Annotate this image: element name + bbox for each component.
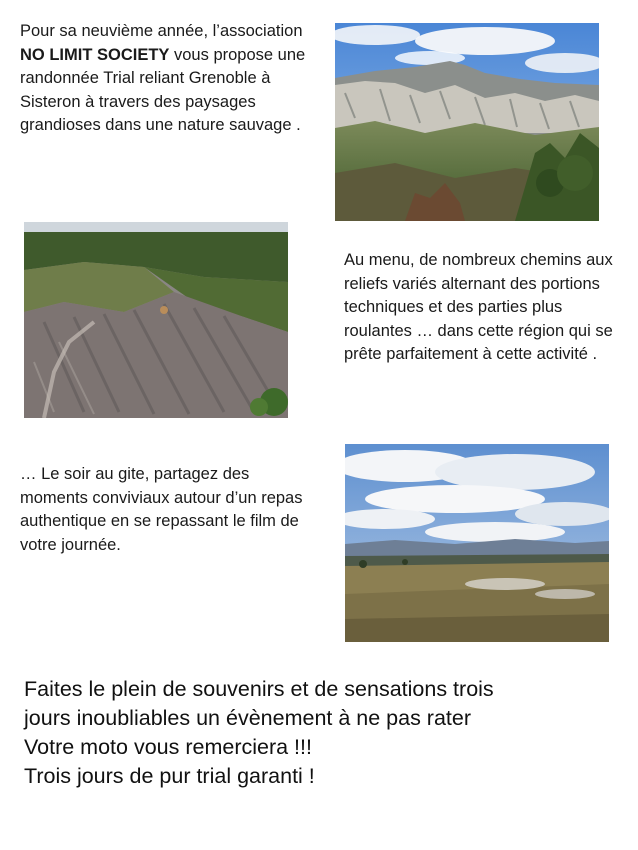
menu-paragraph: Au menu, de nombreux chemins aux reliefs variés alternant des portions techniques et des parties plus roulantes … dans cette région qui se prête parfaitement à cette activité . [344,251,613,364]
closing-line-3: Votre moto vous remerciera !!! [24,735,312,759]
closing-line-2: jours inoubliables un évènement à ne pas rater [24,706,472,730]
intro-text-start: Pour sa neuvième année, l’association [20,22,303,40]
closing-message [24,675,624,791]
closing-line-1: Faites le plein de souvenirs et de sensations trois [24,677,494,701]
organization-name: NO LIMIT SOCIETY [20,45,170,64]
badlands-trail-photo [24,222,288,418]
evening-paragraph: … Le soir au gite, partagez des moments conviviaux autour d’un repas authentique en se repassant le film de votre journée. [20,465,303,554]
intro-text-end: vous propose une randonnée Trial reliant Grenoble à Sisteron à travers des paysages grandioses dans une nature sauvage . [20,45,306,135]
intro-paragraph [20,20,320,138]
plateau-sky-photo [345,444,609,642]
closing-line-4: Trois jours de pur trial garanti ! [24,764,315,788]
mountain-landscape-photo [335,23,599,221]
evening-text-block [20,463,320,557]
menu-text-block [344,249,614,367]
intro-text-block [20,20,320,138]
